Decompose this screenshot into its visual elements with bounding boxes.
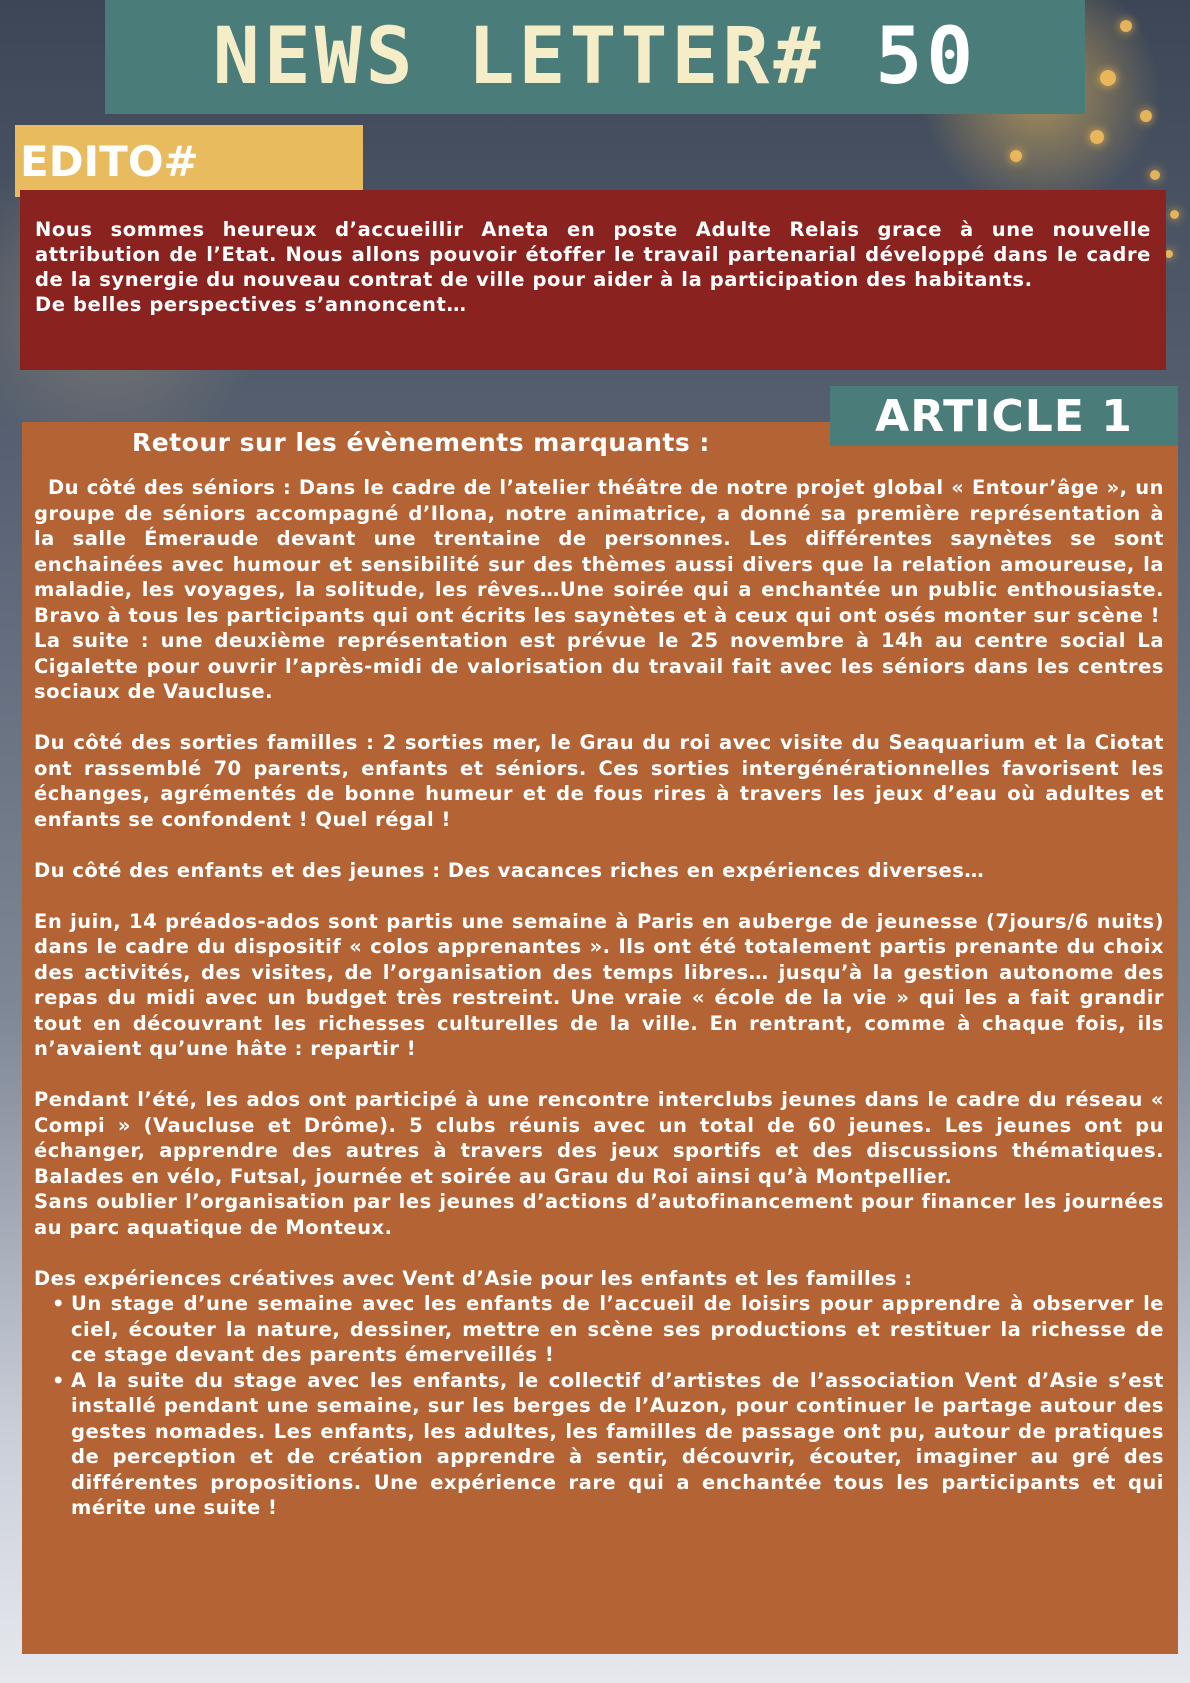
- article-label-tab: [830, 386, 1178, 446]
- edito-label: EDITO#: [20, 136, 199, 186]
- article-paragraph-seniors-followup: La suite : une deuxième représentation est prévue le 25 novembre à 14h au centre social La Cigalette pour ouvrir l’après-midi de valorisation du travail fait avec les séniors dans les centres sociaux de Vaucluse.: [34, 629, 1164, 703]
- article-heading: Retour sur les évènements marquants :: [132, 428, 710, 457]
- article-box: [22, 422, 1178, 1654]
- article-bullet-item: [34, 1368, 1164, 1521]
- bullet-icon: •: [52, 1292, 65, 1315]
- newsletter-title: [213, 12, 977, 102]
- newsletter-title-banner: [105, 0, 1085, 114]
- edito-box: [20, 190, 1166, 370]
- edito-label-tab: [15, 125, 363, 197]
- article-paragraph-paris-trip: En juin, 14 préados-ados sont partis une semaine à Paris en auberge de jeunesse (7jours/6 nuits) dans le cadre du dispositif « colos apprenantes ». Ils ont été totalement partis prenante du choix des activités, des visites, de l’organisation des temps libres… jusqu’à la gestion autonome des repas du midi avec un budget très restreint. Une vraie « école de la vie » qui les a fait grandir tout en découvrant les richesses culturelles de la ville. En rentrant, comme à chaque fois, ils n’avaient qu’une hâte : repartir !: [34, 909, 1164, 1060]
- article-bullet-item: [34, 1291, 1164, 1368]
- article-bullet-text: Un stage d’une semaine avec les enfants de l’accueil de loisirs pour apprendre à observer le ciel, écouter la nature, dessiner, mettre en scène ses productions et restituer la richesse de ce stage devant des parents émerveillés !: [71, 1292, 1164, 1366]
- article-paragraph-families: Du côté des sorties familles : 2 sorties mer, le Grau du roi avec visite du Seaquarium et la Ciotat ont rassemblé 70 parents, enfants et séniors. Ces sorties intergénérationnelles favorisent les échanges, agrémentés de bonne humeur et de fous rires à travers les jeux d’eau où adultes et enfants se confondent ! Quel régal !: [34, 731, 1164, 831]
- article-bullet-text: A la suite du stage avec les enfants, le collectif d’artistes de l’association Vent d’Asie s’est installé pendant une semaine, sur les berges de l’Auzon, pour continuer le partage autour des gestes nomades. Les enfants, les adultes, les familles de passage ont pu, autour de pratiques de perception et de création apprendre à sentir, découvrir, écouter, imaginer au gré des différentes propositions. Une expérience rare qui a enchantée tous les participants et qui mérite une suite !: [71, 1368, 1164, 1519]
- issue-number: 50: [875, 12, 978, 102]
- article-bullet-list: [34, 1291, 1164, 1521]
- article-paragraph-autofinancement: Sans oublier l’organisation par les jeunes d’actions d’autofinancement pour financer les journées au parc aquatique de Monteux.: [34, 1190, 1164, 1239]
- edito-paragraph: Nous sommes heureux d’accueillir Aneta en poste Adulte Relais grace à une nouvelle attribution de l’Etat. Nous allons pouvoir étoffer le travail partenarial développé dans le cadre de la synergie du nouveau contrat de ville pour aider à la participation des habitants.: [35, 218, 1151, 291]
- bullet-icon: •: [52, 1368, 65, 1392]
- article-paragraph-youth-intro: Du côté des enfants et des jeunes : Des vacances riches en expériences diverses…: [34, 858, 985, 882]
- article-paragraph-vent-dasie-intro: Des expériences créatives avec Vent d’Asie pour les enfants et les familles :: [34, 1266, 913, 1290]
- article-paragraph-seniors: Du côté des séniors : Dans le cadre de l’atelier théâtre de notre projet global « Entour’âge », un groupe de séniors accompagné d’Ilona, notre animatrice, a donné sa première représentation à la salle Émeraude devant une trentaine de personnes. Les différentes saynètes se sont enchainées avec humour et sensibilité sur des thèmes aussi divers que la relation amoureuse, la maladie, les voyages, la solitude, les rêves…Une soirée qui a enchantée un public enthousiaste. Bravo à tous les participants qui ont écrits les saynètes et à ceux qui ont osés monter sur scène !: [34, 476, 1164, 627]
- edito-paragraph: De belles perspectives s’annoncent…: [35, 293, 467, 316]
- newsletter-title-text: NEWS LETTER#: [212, 12, 825, 102]
- article-paragraph-interclubs: Pendant l’été, les ados ont participé à une rencontre interclubs jeunes dans le cadre du réseau « Compi » (Vaucluse et Drôme). 5 clubs réunis avec un total de 60 jeunes. Les jeunes ont pu échanger, apprendre des autres à travers des jeux sportifs et des discussions thématiques. Balades en vélo, Futsal, journée et soirée au Grau du Roi ainsi qu’à Montpellier.: [34, 1088, 1164, 1188]
- article-label: ARTICLE 1: [875, 390, 1133, 442]
